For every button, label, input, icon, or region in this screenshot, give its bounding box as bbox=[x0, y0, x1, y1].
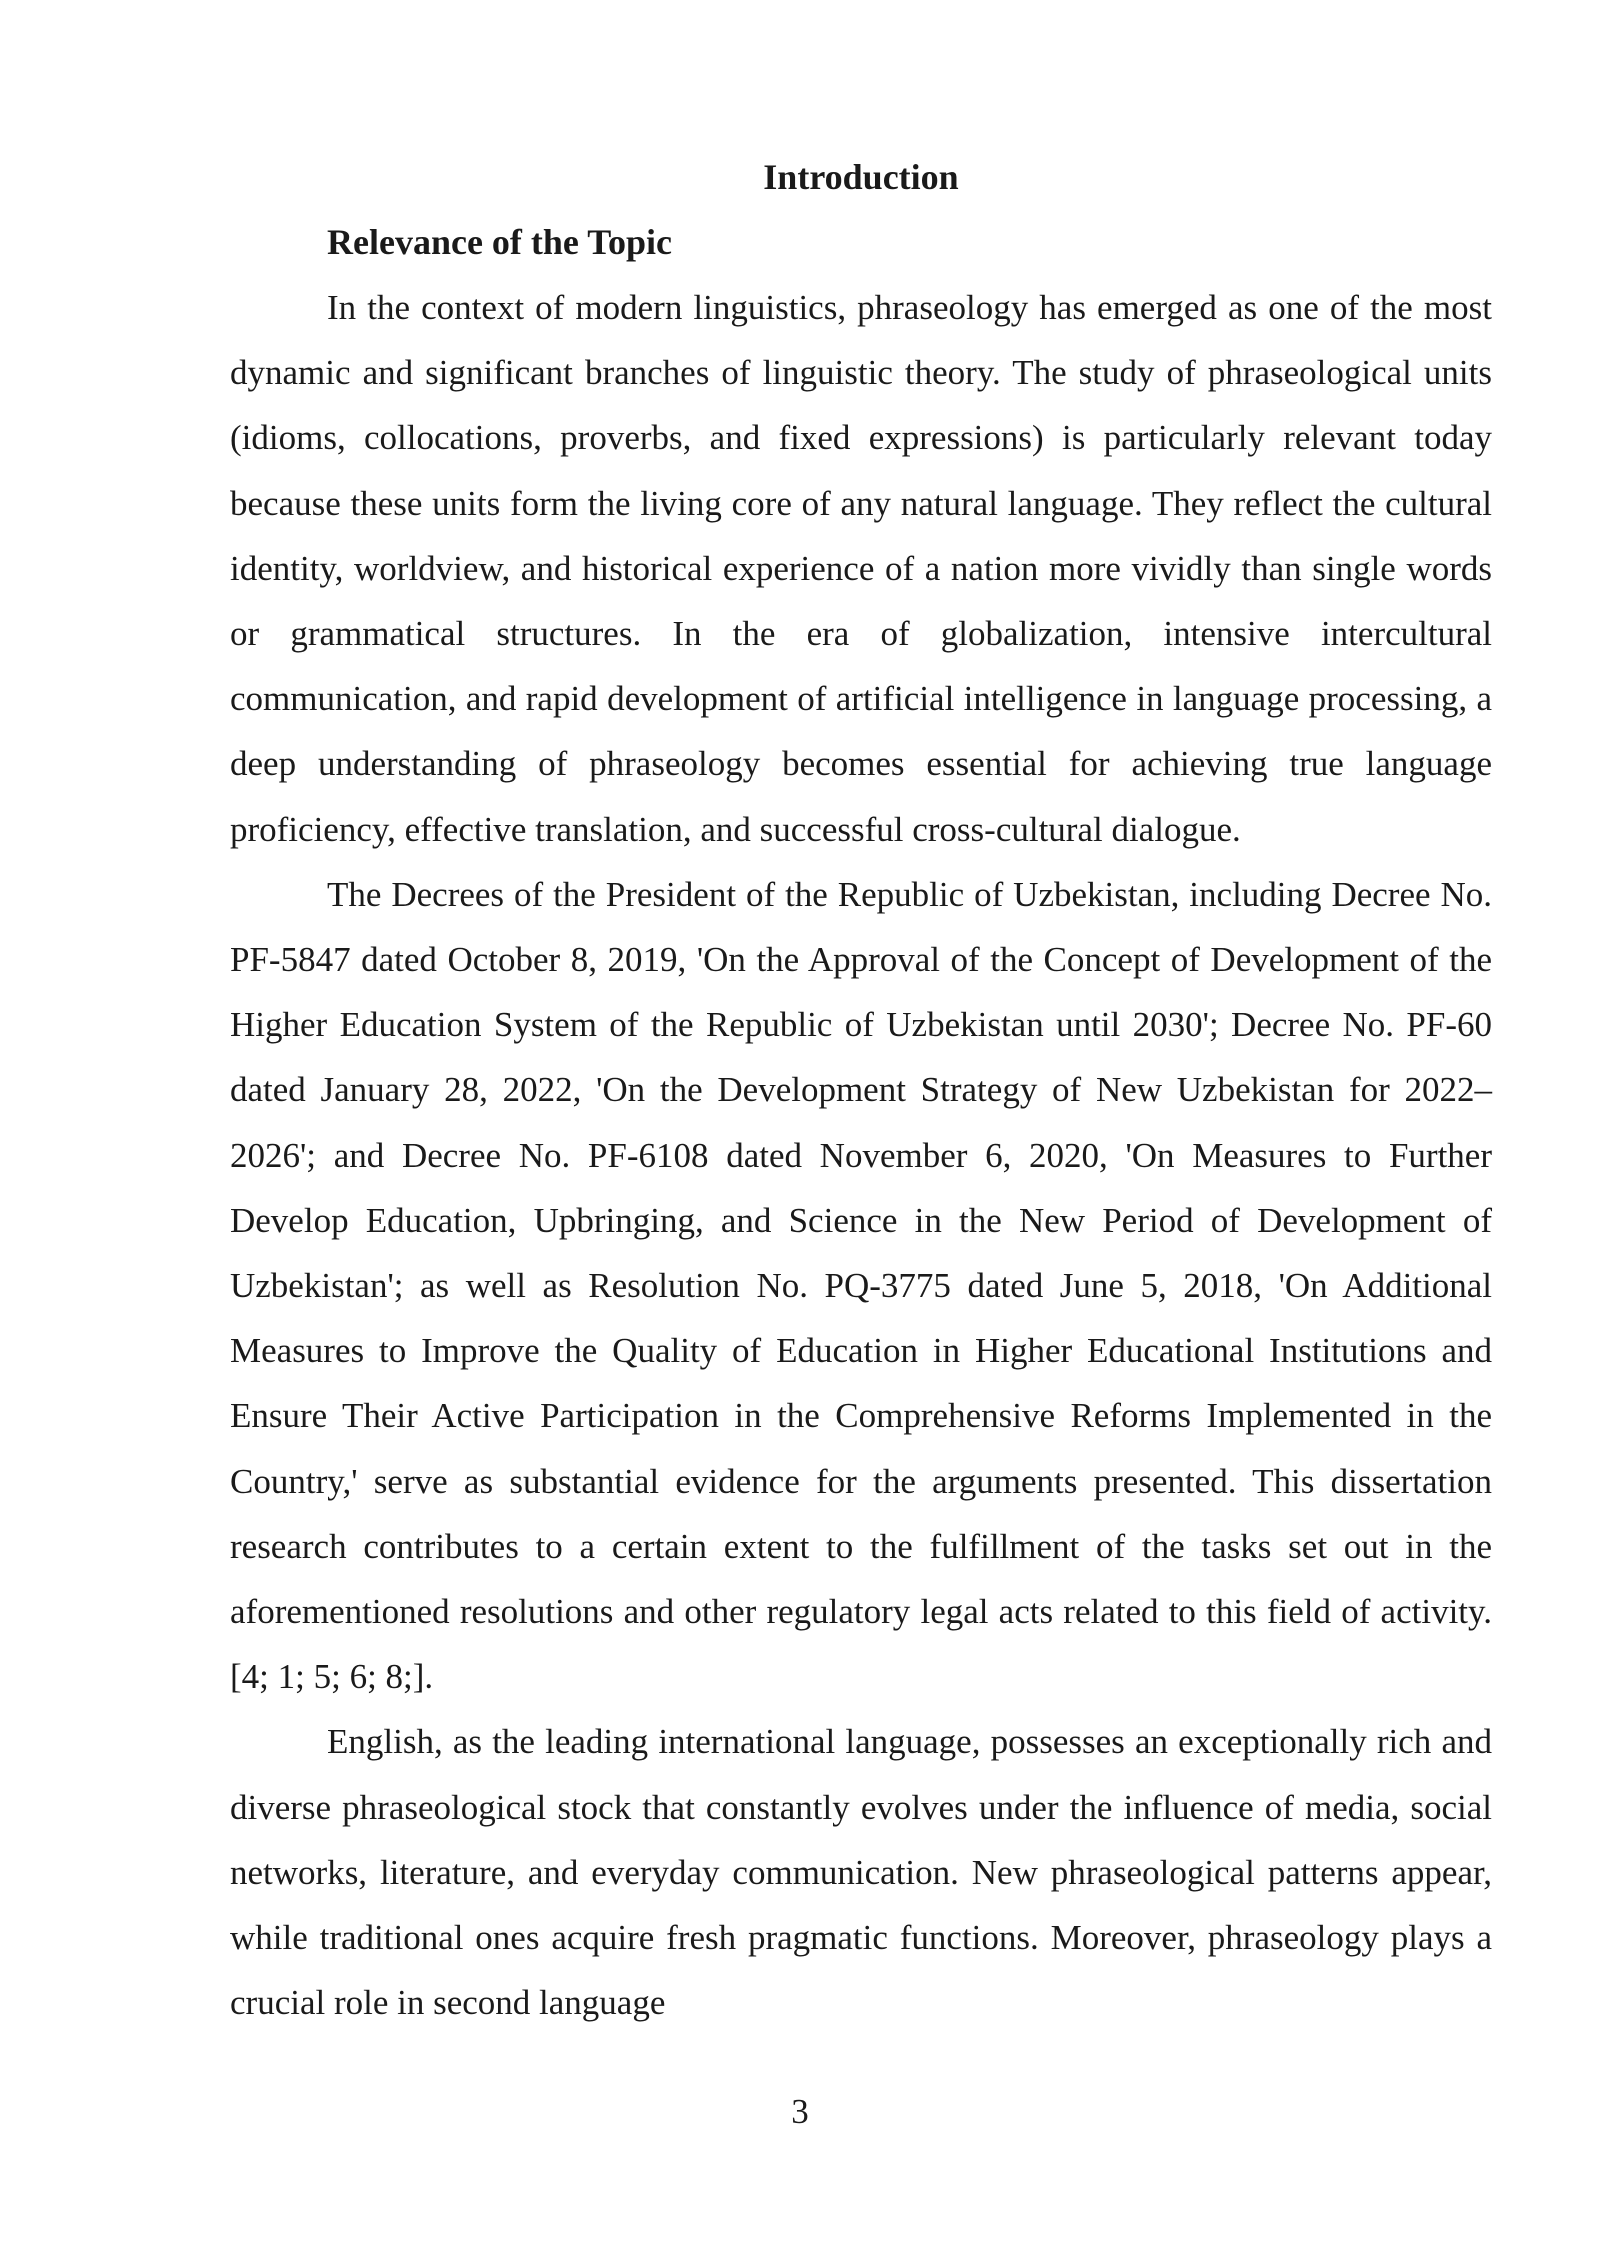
page-title: Introduction bbox=[763, 157, 959, 197]
page-number: 3 bbox=[791, 2092, 809, 2131]
paragraph-decrees: The Decrees of the President of the Republic of Uzbekistan, including Decree No. PF-5847 dated October 8, 2019, 'On the Approval of the Concept of Development of the Higher Education System of the Republic of Uzbekistan until 2030'; Decree No. PF-60 dated January 28, 2022, 'On the Development Strategy of New Uzbekistan for 2022–2026'; and Decree No. PF-6108 dated November 6, 2020, 'On Measures to Further Develop Education, Upbringing, and Science in the New Period of Development of Uzbekistan'; as well as Resolution No. PQ-3775 dated June 5, 2018, 'On Additional Measures to Improve the Quality of Education in Higher Educational Institutions and Ensure Their Active Participation in the Comprehensive Reforms Implemented in the Country,' serve as substantial evidence for the arguments presented. This dissertation research contributes to a certain extent to the fulfillment of the tasks set out in the aforementioned resolutions and other regulatory legal acts related to this field of activity. [4; 1; 5; 6; 8;]. bbox=[230, 874, 1492, 1697]
section-heading: Relevance of the Topic bbox=[327, 222, 672, 262]
paragraph-english: English, as the leading international language, possesses an exceptionally rich and diverse phraseological stock that constantly evolves under the influence of media, social networks, literature, and everyday communication. New phraseological patterns appear, while traditional ones acquire fresh pragmatic functions. Moreover, phraseology plays a crucial role in second language bbox=[230, 1722, 1492, 2023]
page-body bbox=[230, 145, 1492, 2035]
paragraph-relevance: In the context of modern linguistics, phraseology has emerged as one of the most dynamic and significant branches of linguistic theory. The study of phraseological units (idioms, collocations, proverbs, and fixed expressions) is particularly relevant today because these units form the living core of any natural language. They reflect the cultural identity, worldview, and historical experience of a nation more vividly than single words or grammatical structures. In the era of globalization, intensive intercultural communication, and rapid development of artificial intelligence in language processing, a deep understanding of phraseology becomes essential for achieving true language proficiency, effective translation, and successful cross-cultural dialogue. bbox=[230, 288, 1492, 849]
